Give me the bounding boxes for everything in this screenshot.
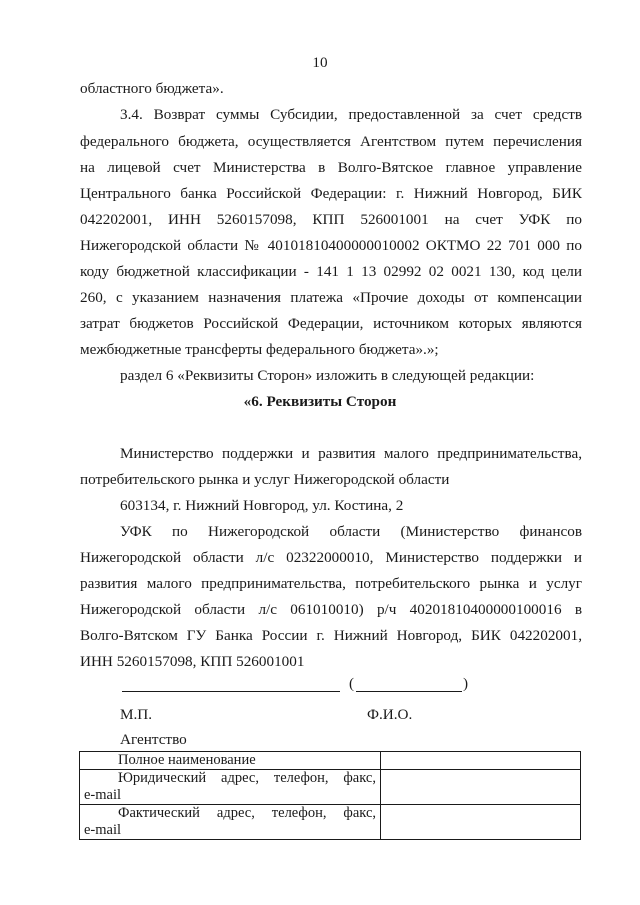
fio-line [356,691,462,692]
cell-text: e-mail [84,787,122,803]
agency-label: Агентство [120,731,187,748]
ministry-address: 603134, г. Нижний Новгород, ул. Костина, 2 [120,497,404,514]
bank-line: Нижегородской области л/с 061010010) р/ч 40201810400000100016 в [80,601,582,618]
fio-open-paren: ( [349,675,355,692]
ministry-name-line: потребительского рынка и услуг Нижегородской области [80,471,450,488]
table-cell-value [381,805,581,840]
stamp-label: М.П. [120,706,153,723]
bank-line: развития малого предпринимательства, потребительского рынка и услуг [80,575,582,592]
signature-line [122,691,340,692]
cell-text: Полное наименование [118,752,256,768]
text-line: 3.4. Возврат суммы Субсидии, предоставленной за счет средств [120,106,582,123]
agency-requisites-table [79,751,581,840]
text-line: федерального бюджета, осуществляется Агентством путем перечисления [80,133,582,150]
text-line: Нижегородской области № 40101810400000010002 ОКТМО 22 701 000 по [80,237,582,254]
table-row [80,752,581,770]
cell-text: e-mail [84,822,122,838]
ministry-name-line: Министерство поддержки и развития малого предпринимательства, [120,445,582,462]
text-line: 260, с указанием назначения платежа «Прочие доходы от компенсации [80,289,582,306]
section-title: «6. Реквизиты Сторон [243,393,397,410]
text-line: затрат бюджетов Российской Федерации, источником которых являются [80,315,582,332]
table-row [80,770,581,805]
cell-text: Юридический адрес, телефон, факс, [118,770,376,786]
text-line: 042202001, ИНН 5260157098, КПП 526001001 на счет УФК по [80,211,582,228]
page-number: 10 [312,54,328,71]
section-intro: раздел 6 «Реквизиты Сторон» изложить в следующей редакции: [120,367,535,384]
table-row [80,805,581,840]
bank-line: Волго-Вятском ГУ Банка России г. Нижний Новгород, БИК 042202001, [80,627,582,644]
text-line: Центрального банка Российской Федерации: г. Нижний Новгород, БИК [80,185,582,202]
text-line: областного бюджета». [80,80,224,97]
text-line: на лицевой счет Министерства в Волго-Вятское главное управление [80,159,582,176]
bank-line: Нижегородской области л/с 02322000010, Министерство поддержки и [80,549,582,566]
text-line: коду бюджетной классификации - 141 1 13 02992 02 0021 130, код цели [80,263,582,280]
text-line: межбюджетные трансферты федерального бюджета».»; [80,341,439,358]
table-cell-value [381,752,581,770]
fio-label: Ф.И.О. [367,706,413,723]
table-cell-label [80,770,381,805]
cell-text: Фактический адрес, телефон, факс, [118,805,376,821]
fio-close-paren: ) [463,675,469,692]
table-cell-label [80,805,381,840]
bank-line: ИНН 5260157098, КПП 526001001 [80,653,305,670]
table-cell-value [381,770,581,805]
table-cell-label [80,752,381,770]
bank-line: УФК по Нижегородской области (Министерство финансов [120,523,582,540]
